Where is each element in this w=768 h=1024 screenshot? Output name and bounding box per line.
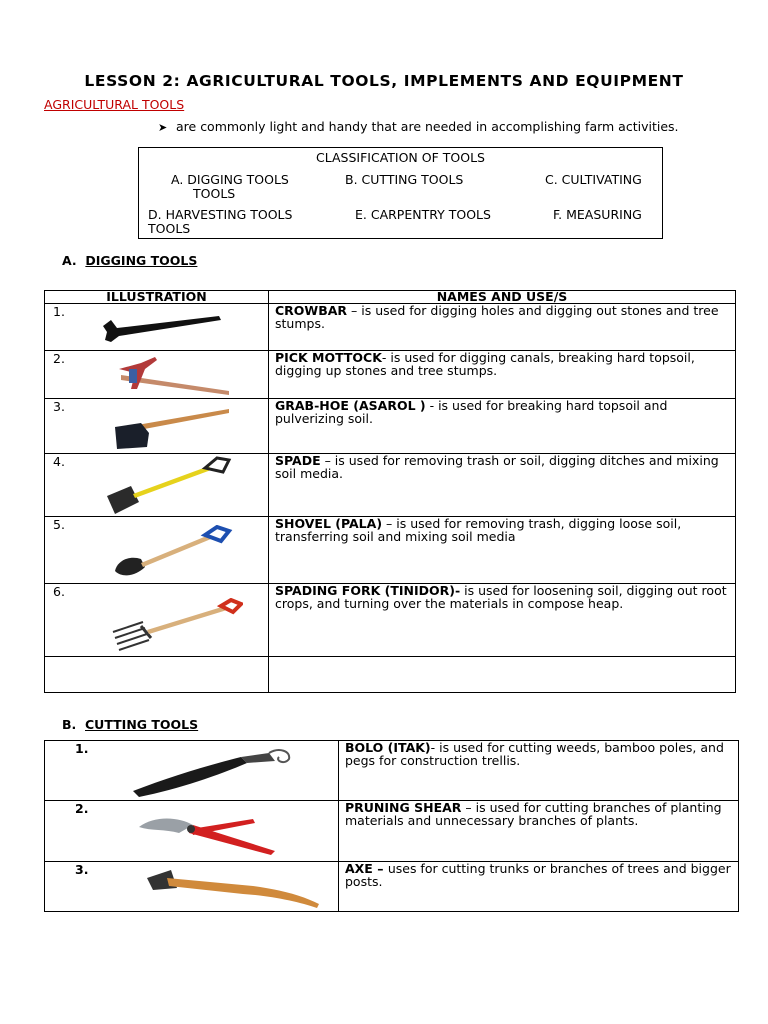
class-a: A. DIGGING TOOLS (171, 172, 289, 187)
table-row (45, 454, 736, 517)
table-row (45, 862, 739, 912)
bullet-definition (158, 119, 679, 134)
shovel-icon (109, 525, 233, 579)
col-illustration: ILLUSTRATION (45, 291, 269, 304)
class-e: E. CARPENTRY TOOLS (355, 207, 491, 222)
pruning-shear-icon (135, 807, 285, 857)
table-row (45, 801, 739, 862)
tool-description: BOLO (ITAK)- is used for cutting weeds, bamboo poles, and pegs for construction trellis. (345, 740, 724, 768)
class-f: F. MEASURING (553, 207, 642, 222)
class-b: B. CUTTING TOOLS (345, 172, 464, 187)
tool-description: PRUNING SHEAR – is used for cutting branches of planting materials and unnecessary branches of plants. (345, 800, 722, 828)
cutting-heading-text: CUTTING TOOLS (85, 717, 199, 732)
tool-description: PICK MOTTOCK- is used for digging canals, breaking hard topsoil, digging up stones and tree stumps. (275, 350, 695, 378)
row-number: 3. (53, 399, 65, 414)
class-d-cont: TOOLS (148, 221, 191, 236)
spading-fork-icon (111, 598, 243, 652)
grab-hoe-icon (111, 403, 235, 451)
section-heading-agricultural-tools: AGRICULTURAL TOOLS (44, 97, 185, 112)
digging-tools-table (44, 290, 736, 693)
digging-heading-text: DIGGING TOOLS (85, 253, 198, 268)
arrow-bullet-icon: ➤ (158, 121, 168, 134)
spade-icon (105, 456, 235, 516)
tool-description: CROWBAR – is used for digging holes and digging out stones and tree stumps. (275, 303, 719, 331)
bolo-icon (129, 747, 299, 797)
classification-box (138, 147, 663, 239)
pick-mattock-icon (111, 355, 235, 397)
page-title: LESSON 2: AGRICULTURAL TOOLS, IMPLEMENTS AND EQUIPMENT (84, 72, 684, 90)
row-number: 2. (75, 801, 89, 816)
cutting-letter: B. (62, 717, 77, 732)
row-number: 3. (75, 862, 89, 877)
classification-heading: CLASSIFICATION OF TOOLS (316, 150, 485, 165)
table-row (45, 517, 736, 584)
table-row (45, 584, 736, 657)
table-row (45, 399, 736, 454)
class-a-cont: TOOLS (193, 186, 236, 201)
class-d: D. HARVESTING TOOLS (148, 207, 293, 222)
row-number: 1. (75, 741, 89, 756)
crowbar-icon (93, 310, 225, 346)
table-row (45, 741, 739, 801)
cutting-section-heading (62, 717, 198, 732)
table-row (45, 304, 736, 351)
tool-description: GRAB-HOE (ASAROL ) - is used for breaking hard topsoil and pulverizing soil. (275, 398, 668, 426)
row-number: 1. (53, 304, 65, 319)
table-row-empty (45, 657, 736, 693)
class-c: C. CULTIVATING (545, 172, 642, 187)
axe-icon (143, 866, 329, 910)
row-number: 6. (53, 584, 65, 599)
tool-description: SHOVEL (PALA) – is used for removing trash, digging loose soil, transferring soil and mixing soil media (275, 516, 682, 544)
tool-description: SPADING FORK (TINIDOR)- is used for loosening soil, digging out root crops, and turning over the materials in compose heap. (275, 583, 727, 611)
bullet-text: are commonly light and handy that are needed in accomplishing farm activities. (176, 119, 679, 134)
table-row (45, 351, 736, 399)
row-number: 5. (53, 517, 65, 532)
tool-description: SPADE – is used for removing trash or soil, digging ditches and mixing soil media. (275, 453, 719, 481)
digging-letter: A. (62, 253, 77, 268)
digging-section-heading (62, 253, 197, 268)
cutting-tools-table (44, 740, 739, 912)
col-names: NAMES AND USE/S (269, 291, 736, 304)
row-number: 2. (53, 351, 65, 366)
tool-description: AXE – uses for cutting trunks or branches of trees and bigger posts. (345, 861, 731, 889)
row-number: 4. (53, 454, 65, 469)
